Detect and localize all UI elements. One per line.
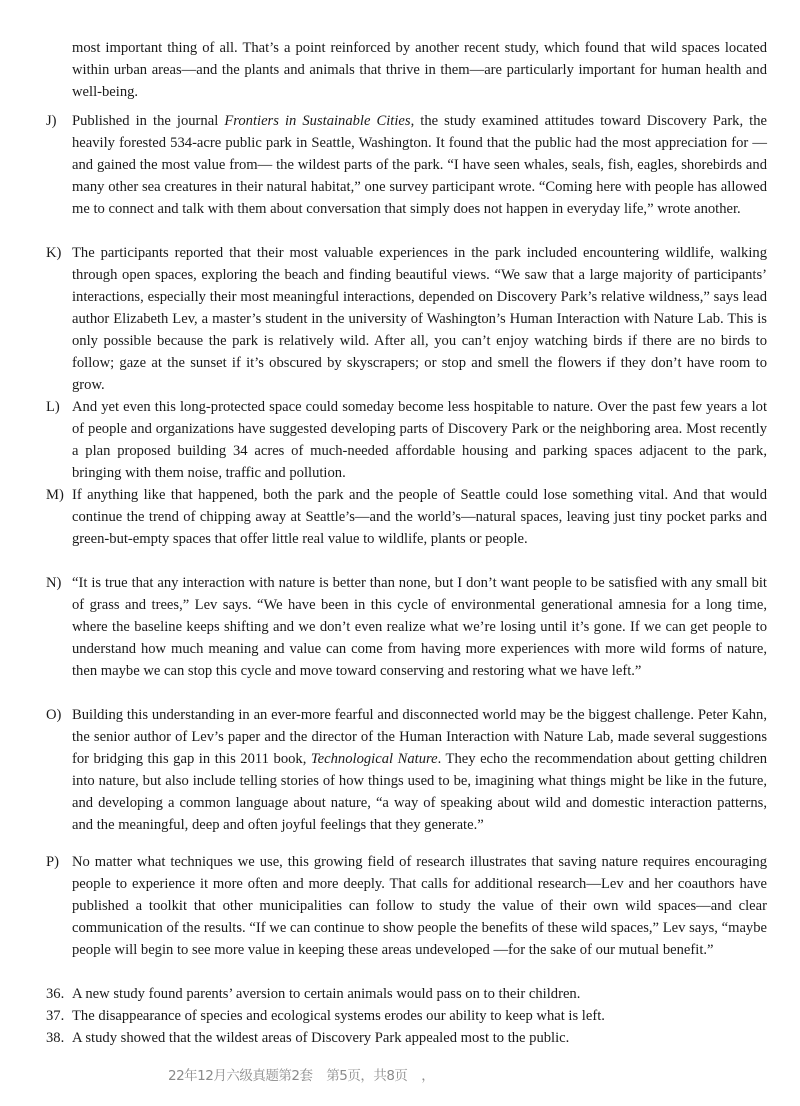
exam-title: 22年12月六级真题第2套 — [168, 1068, 313, 1084]
paragraph-label: L) — [46, 399, 60, 415]
paragraph-m — [46, 484, 767, 550]
paragraph-n — [46, 572, 767, 682]
paragraph-text: If anything like that happened, both the park and the people of Seattle could lose something vital. And that would continue the trend of chipping away at Seattle’s—and the world’s—natural spaces, leaving just tiny pocket parks and green-but-empty spaces that offer little real value to wildlife, plants or people. — [72, 487, 767, 547]
paragraph-label: O) — [46, 707, 62, 723]
paragraph-k — [46, 242, 767, 396]
paragraph-label: K) — [46, 245, 62, 261]
question-number: 38. — [46, 1030, 65, 1046]
question-36 — [46, 983, 766, 1005]
question-text: A study showed that the wildest areas of Discovery Park appealed most to the public. — [72, 1030, 570, 1046]
footer-mark: ， — [421, 1068, 435, 1084]
paragraph-label: N) — [46, 575, 62, 591]
paragraph-j: J) Published in the journal Frontiers in Sustainable Cities, the study examined attitudes toward Discovery Park, the heavily forested 534-acre public park in Seattle, Washington. It found that the public had the most appreciation for —and gained the most value from— the wildest parts of the park. “I have seen whales, seals, fish, eagles, shorebirds and many other sea creatures in their natural habitat,” one survey participant wrote. “Coming here with people has allowed me to connect and talk with them about conversation that simply does not happen in everyday life,” wrote another. — [72, 110, 767, 220]
paragraph-l — [46, 396, 767, 484]
paragraph-text: And yet even this long-protected space could someday become less hospitable to nature. Over the past few years a lot of people and organizations have suggested developing parts of Discovery Park or the neighboring area. Most recently a plan proposed building 34 acres of much-needed affordable housing and parking spaces adjacent to the park, bringing with them noise, traffic and pollution. — [72, 399, 767, 481]
paragraph-text: “It is true that any interaction with nature is better than none, but I don’t want people to be satisfied with any small bit of grass and trees,” Lev says. “We have been in this cycle of environmental generational amnesia for a long time, where the baseline keeps shifting and we don’t even realize what we’re losing until it’s gone. If we can get people to understand how much meaning and value can come from having more experiences with more wild forms of nature, then maybe we can stop this cycle and move toward conserving and restoring what we have left.” — [72, 575, 767, 679]
paragraph-o: O) Building this understanding in an ever-more fearful and disconnected world may be the biggest challenge. Peter Kahn, the senior author of Lev’s paper and the director of the Human Interaction with Nature Lab, made several suggestions for bridging this gap in this 2011 book, Technological Nature. They echo the recommendation about getting children into nature, but also include telling stories of how things used to be, imagining what things might be like in the future, and developing a common language about nature, “a way of speaking about wild and domestic interaction patterns, and the meaningful, deep and often joyful feelings that they generate.” — [72, 704, 767, 836]
question-37 — [46, 1005, 766, 1027]
intro-fragment — [72, 37, 767, 103]
page-footer — [168, 1065, 444, 1087]
book-title: Technological Nature — [310, 751, 438, 767]
paragraph-label: M) — [46, 487, 64, 503]
paragraph-label: J) — [46, 113, 57, 129]
journal-title: Frontiers in Sustainable Cities — [224, 113, 411, 129]
paragraph-label: P) — [46, 854, 59, 870]
question-number: 37. — [46, 1008, 65, 1024]
paragraph-text: The participants reported that their most valuable experiences in the park included encountering wildlife, walking through open spaces, exploring the beach and finding beautiful views. “We saw that a large majority of participants’ interactions, especially their most meaningful interactions, depended on Discovery Park’s relative wildness,” says lead author Elizabeth Lev, a master’s student in the university of Washington’s Human Interaction with Nature Lab. This is only possible because the park is relatively wild. After all, you can’t enjoy watching birds if there are no birds to follow; gaze at the sunset if it’s obscured by skyscrapers; or stop and smell the flowers if they don’t have room to grow. — [72, 245, 767, 393]
paragraph-text: most important thing of all. That’s a point reinforced by another recent study, which found that wild spaces located within urban areas—and the plants and animals that thrive in them—are particularly important for human health and well-being. — [72, 40, 767, 100]
question-number: 36. — [46, 986, 65, 1002]
question-38 — [46, 1027, 766, 1049]
question-text: The disappearance of species and ecological systems erodes our ability to keep what is left. — [72, 1008, 605, 1024]
paragraph-text: No matter what techniques we use, this growing field of research illustrates that saving nature requires encouraging people to experience it more often and more deeply. That calls for additional research—Lev and her coauthors have published a toolkit that other municipalities can follow to study the value of their own wild spaces—and clear communication of the results. “If we can continue to show people the benefits of these wild spaces,” Lev says, “maybe people will begin to see more value in keeping these areas undeveloped —for the sake of our mutual benefit.” — [72, 854, 767, 958]
page-number: 第5页，共8页 — [326, 1068, 408, 1084]
question-text: A new study found parents’ aversion to certain animals would pass on to their children. — [72, 986, 581, 1002]
paragraph-p — [46, 851, 767, 961]
